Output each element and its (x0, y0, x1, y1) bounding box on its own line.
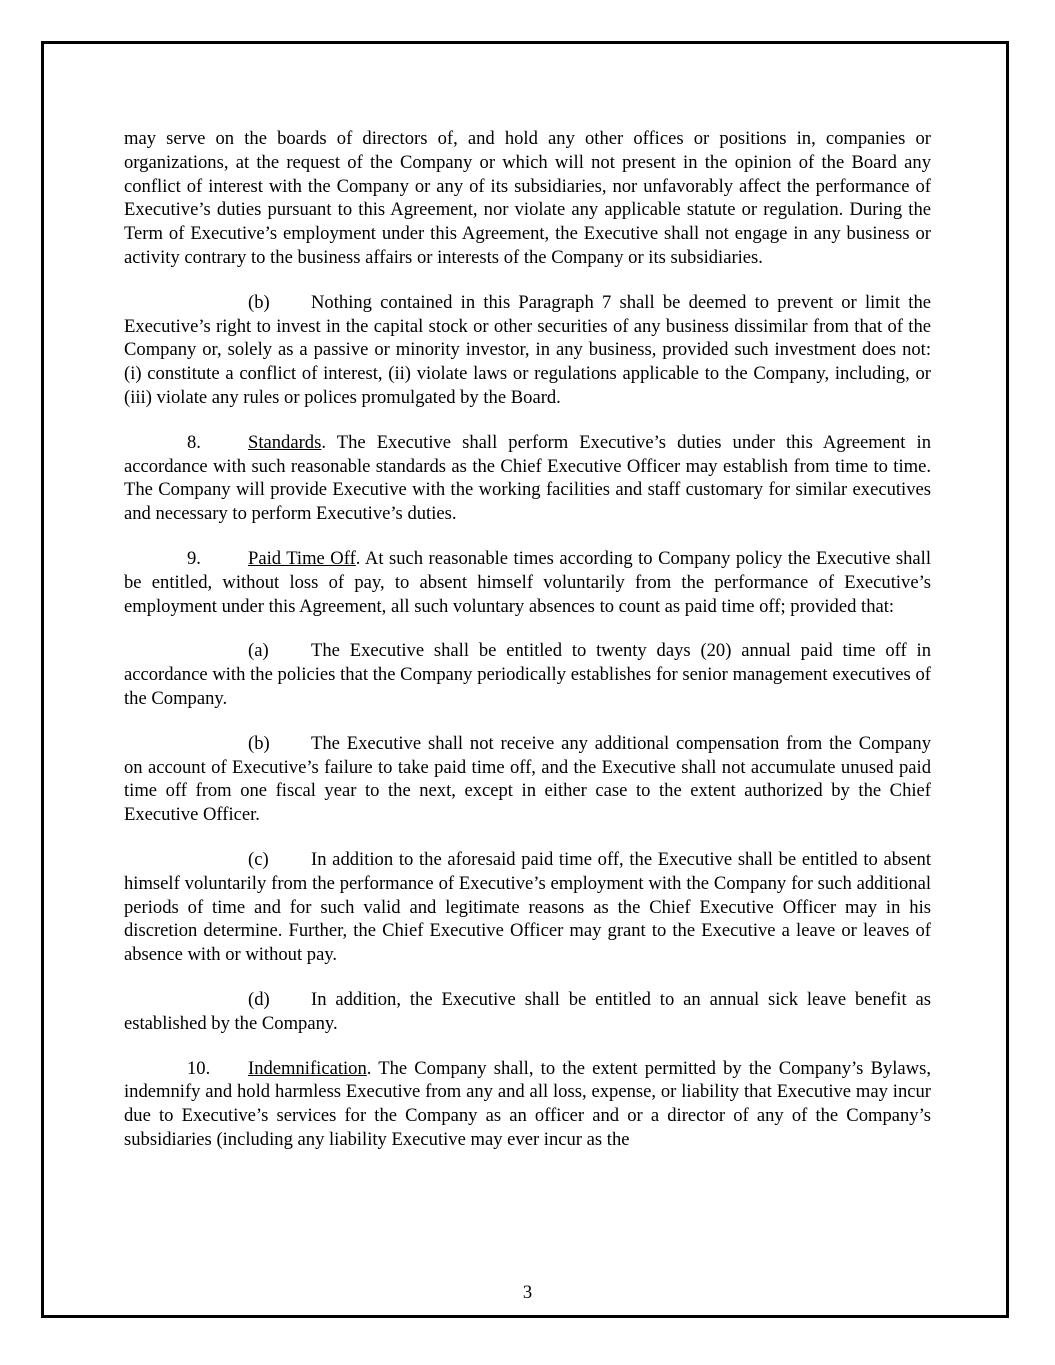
paragraph-7b (124, 291, 931, 410)
paragraph-9a (124, 639, 931, 710)
section-number: 10. (187, 1057, 211, 1079)
subparagraph-label: (a) (248, 640, 269, 662)
paragraph-text: In addition to the aforesaid paid time off, the Executive shall be entitled to absent himself voluntarily from the performance of Executive’s employment with the Company for such additional periods of time and for such valid and legitimate reasons as the Chief Executive Officer may in his discretion determine. Further, the Chief Executive Officer may grant to the Executive a leave or leaves of absence with or without pay. (124, 848, 931, 966)
paragraph-text: The Executive shall be entitled to twenty days (20) annual paid time off in accordance with the policies that the Company periodically establishes for senior management executives of the Company. (124, 640, 931, 709)
paragraph-text: . At such reasonable times according to Company policy the Executive shall be entitled, without loss of pay, to absent himself voluntarily from the performance of Executive’s employment under this Agreement, all such voluntary absences to count as paid time off; provided that: (124, 547, 931, 617)
subparagraph-label: (b) (248, 732, 270, 754)
paragraph-text: . The Company shall, to the extent permitted by the Company’s Bylaws, indemnify and hold harmless Executive from any and all loss, expense, or liability that Executive may incur due to Executive’s services for the Company as an officer and or a director of any of the Company’s subsidiaries (including any liability Executive may ever incur as the (124, 1057, 931, 1150)
page-number: 3 (522, 1282, 533, 1303)
paragraph-text: The Executive shall not receive any additional compensation from the Company on account of Executive’s failure to take paid time off, and the Executive shall not accumulate unused paid time off from one fiscal year to the next, except in either case to the extent authorized by the Chief Executive Officer. (124, 732, 931, 826)
paragraph-text: . The Executive shall perform Executive’s duties under this Agreement in accordance with such reasonable standards as the Chief Executive Officer may establish from time to time. The Company will provide Executive with the working facilities and staff customary for similar executives and necessary to perform Executive’s duties. (124, 431, 931, 525)
section-10-indemnification (124, 1057, 931, 1152)
paragraph-7a-continuation (124, 127, 931, 270)
subparagraph-label: (b) (248, 291, 270, 313)
paragraph-text: In addition, the Executive shall be entitled to an annual sick leave benefit as established by the Company. (124, 988, 931, 1034)
paragraph-9d (124, 988, 931, 1036)
section-heading: Indemnification (248, 1057, 367, 1079)
section-9-paid-time-off (124, 547, 931, 618)
section-8-standards (124, 431, 931, 526)
section-number: 8. (187, 431, 201, 453)
subparagraph-label: (c) (248, 848, 269, 870)
section-heading: Paid Time Off (248, 547, 356, 569)
section-number: 9. (187, 547, 201, 569)
subparagraph-label: (d) (248, 988, 270, 1010)
paragraph-text: Nothing contained in this Paragraph 7 shall be deemed to prevent or limit the Executive’s right to invest in the capital stock or other securities of any business dissimilar from that of the Company or, solely as a passive or minority investor, in any business, provided such investment does not: (i) constitute a conflict of interest, (ii) violate laws or regulations applicable to the Company, including, or (iii) violate any rules or polices promulgated by the Board. (124, 291, 931, 408)
paragraph-text: may serve on the boards of directors of, and hold any other offices or positions in, companies or organizations, at the request of the Company or which will not present in the opinion of the Board any conflict of interest with the Company or any of its subsidiaries, nor unfavorably affect the performance of Executive’s duties pursuant to this Agreement, nor violate any applicable statute or regulation. During the Term of Executive’s employment under this Agreement, the Executive shall not engage in any business or activity contrary to the business affairs or interests of the Company or its subsidiaries. (124, 128, 931, 268)
section-heading: Standards (248, 431, 322, 453)
document-body (124, 127, 931, 1173)
paragraph-9b (124, 732, 931, 827)
paragraph-9c (124, 848, 931, 967)
